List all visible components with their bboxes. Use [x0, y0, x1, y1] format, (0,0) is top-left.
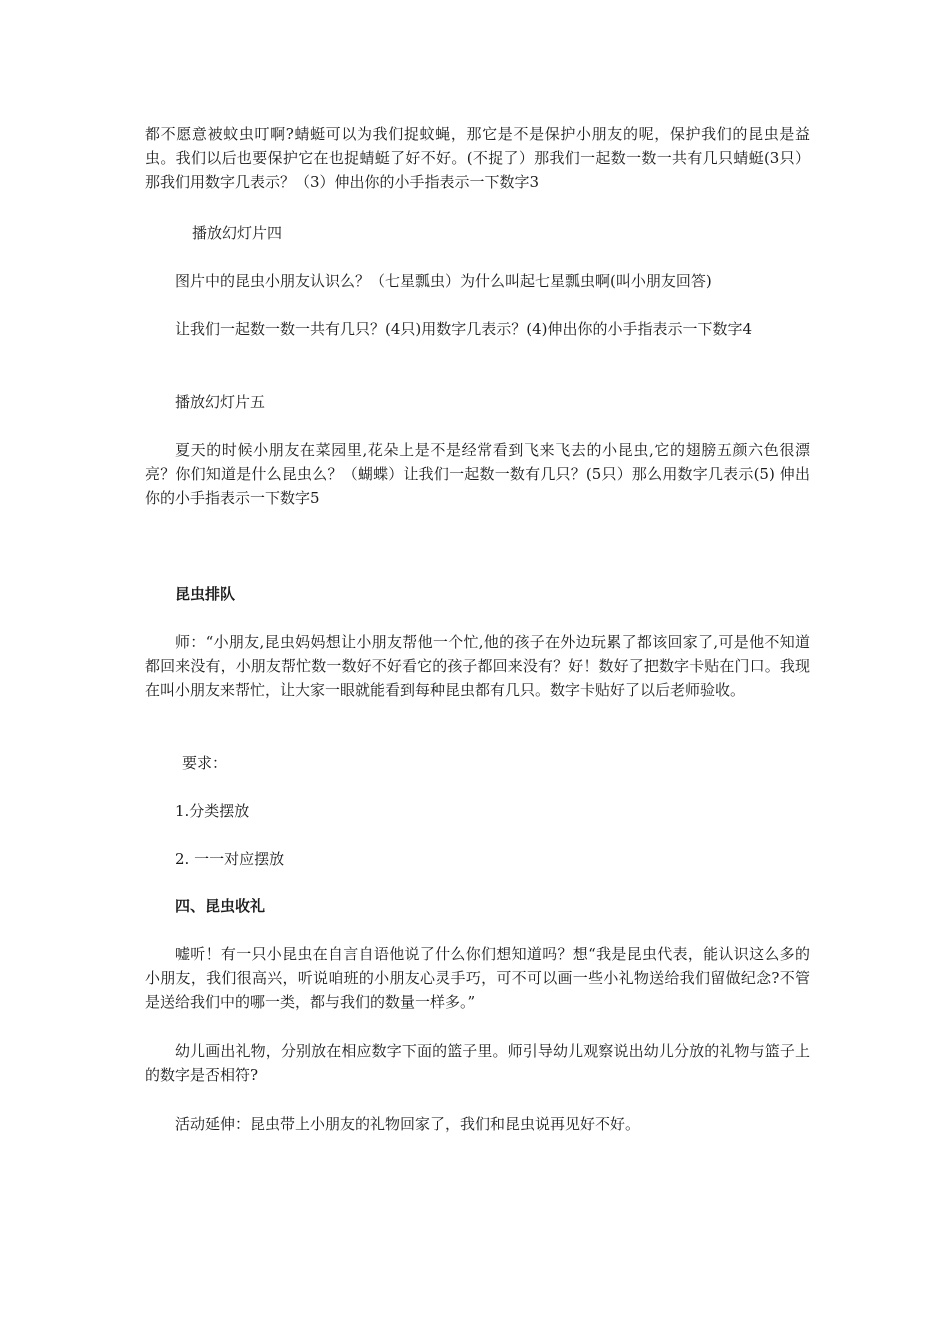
heading-insect-queue: 昆虫排队 — [175, 585, 236, 603]
paragraph-requirements: 要求： — [182, 754, 228, 772]
paragraph-butterfly: 夏天的时候小朋友在菜园里,花朵上是不是经常看到飞来飞去的小昆虫,它的翅膀五颜六色很漂亮？你们知道是什么昆虫么？（蝴蝶）让我们一起数一数有几只？(5只）那么用数字几表示(5) 伸出你的小手指表示一下数字5 — [145, 441, 810, 507]
list-item-sort: 1.分类摆放 — [175, 802, 250, 820]
paragraph-ladybug: 图片中的昆虫小朋友认识么？（七星瓢虫）为什么叫起七星瓢虫啊(叫小朋友回答) — [175, 272, 712, 290]
paragraph-teacher: 师：“小朋友,昆虫妈妈想让小朋友帮他一个忙,他的孩子在外边玩累了都该回家了,可是他不知道都回来没有，小朋友帮忙数一数好不好看它的孩子都回来没有？好！数好了把数字卡贴在门口。我现在叫小朋友来帮忙，让大家一眼就能看到每种昆虫都有几只。数字卡贴好了以后老师验收。 — [145, 633, 810, 699]
paragraph-draw-gifts: 幼儿画出礼物，分别放在相应数字下面的篮子里。师引导幼儿观察说出幼儿分放的礼物与篮子上的数字是否相符? — [145, 1042, 810, 1084]
list-item-match: 2. 一一对应摆放 — [175, 850, 285, 868]
paragraph-extension: 活动延伸：昆虫带上小朋友的礼物回家了，我们和昆虫说再见好不好。 — [175, 1115, 641, 1133]
paragraph-dragonfly: 都不愿意被蚊虫叮啊?蜻蜓可以为我们捉蚊蝇，那它是不是保护小朋友的呢，保护我们的昆虫是益虫。我们以后也要保护它在也捉蜻蜓了好不好。(不捉了）那我们一起数一数一共有几只蜻蜓(3只）那我们用数字几表示？（3）伸出你的小手指表示一下数字3 — [145, 125, 810, 191]
paragraph-count-four: 让我们一起数一数一共有几只？(4只)用数字几表示？(4)伸出你的小手指表示一下数字4 — [175, 320, 753, 338]
paragraph-listen: 嘘听！有一只小昆虫在自言自语他说了什么你们想知道吗？想“我是昆虫代表，能认识这么多的小朋友，我们很高兴，听说咱班的小朋友心灵手巧，可不可以画一些小礼物送给我们留做纪念?不管是送给我们中的哪一类，都与我们的数量一样多。” — [145, 945, 810, 1011]
paragraph-slide-five: 播放幻灯片五 — [175, 393, 266, 411]
heading-insect-gifts: 四、昆虫收礼 — [175, 897, 266, 915]
paragraph-slide-four: 播放幻灯片四 — [192, 224, 283, 242]
